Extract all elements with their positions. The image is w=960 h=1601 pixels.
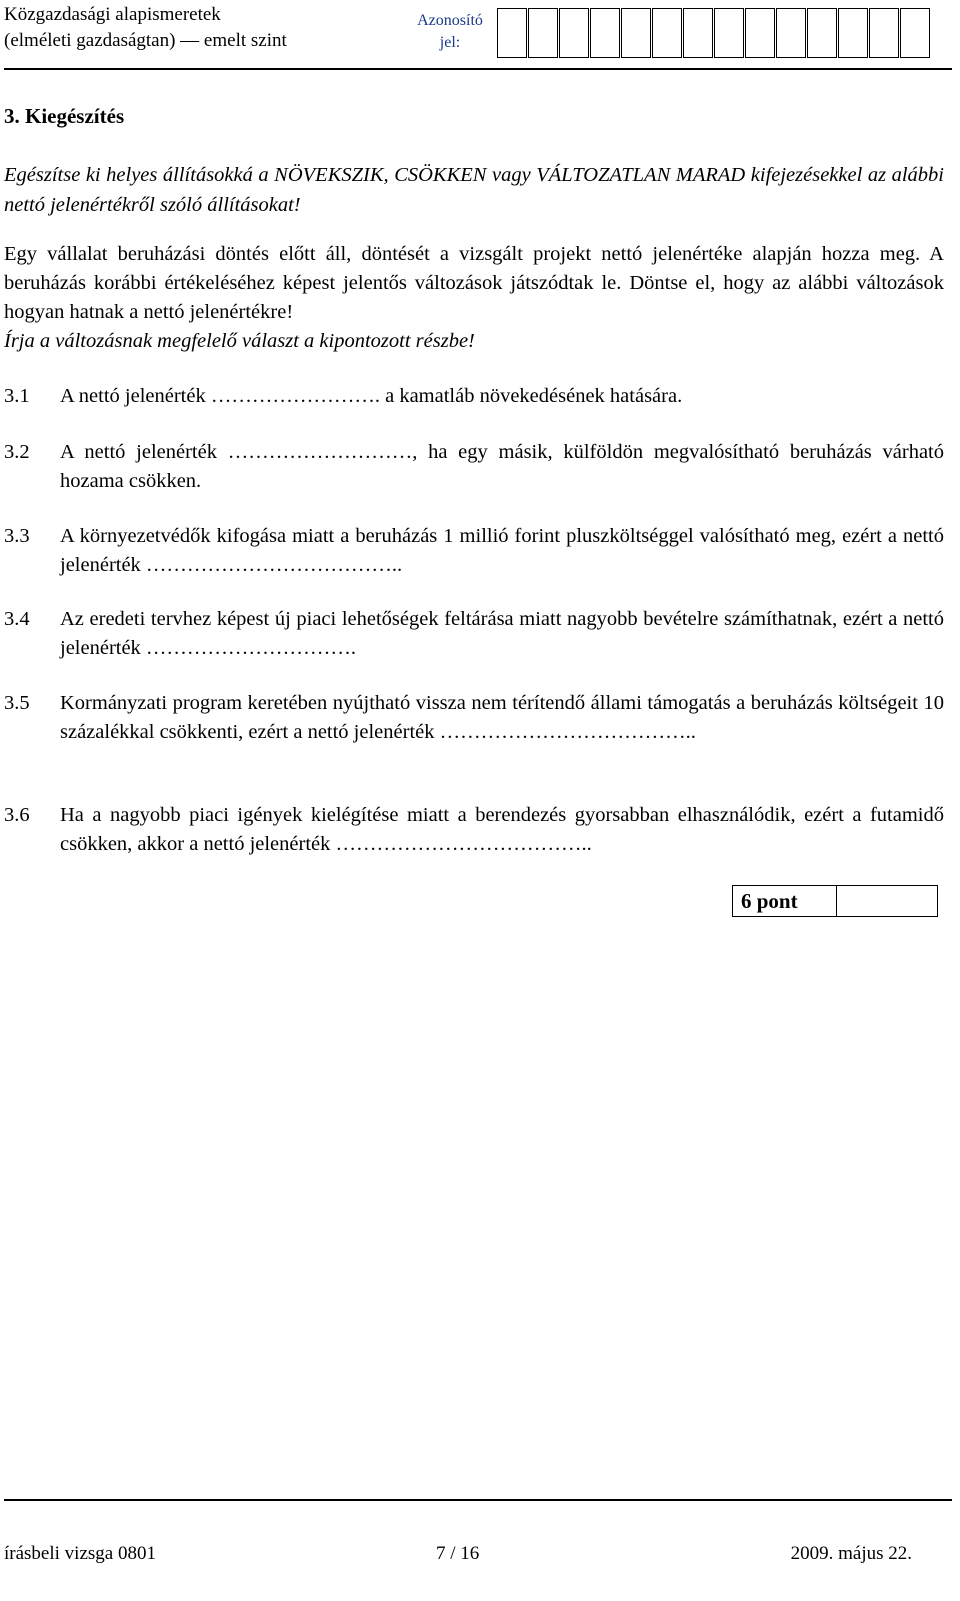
question-item — [4, 801, 944, 859]
id-box[interactable] — [683, 8, 713, 58]
question-text[interactable]: A nettó jelenérték ……………………. a kamatláb növekedésének hatására. — [60, 385, 683, 407]
id-box[interactable] — [714, 8, 744, 58]
id-box[interactable] — [590, 8, 620, 58]
id-box[interactable] — [745, 8, 775, 58]
question-number: 3.6 — [4, 804, 30, 826]
id-box[interactable] — [900, 8, 930, 58]
footer-divider — [4, 1499, 952, 1501]
id-label-line-1: Azonosító — [417, 12, 483, 29]
question-text[interactable]: A nettó jelenérték ………………………, ha egy másik, külföldön megvalósítható beruházás várható hozama csökken. — [60, 441, 944, 492]
id-label — [410, 10, 490, 54]
id-box[interactable] — [528, 8, 558, 58]
subject-title — [4, 2, 287, 54]
score-label: 6 pont — [733, 886, 837, 916]
question-item — [4, 689, 944, 747]
exam-date: 2009. május 22. — [790, 1543, 912, 1564]
id-box[interactable] — [807, 8, 837, 58]
question-text[interactable]: Az eredeti tervhez képest új piaci lehetőségek feltárása miatt nagyobb bevételre számíthatnak, ezért a nettó jelenérték …………………………. — [60, 608, 944, 659]
question-number: 3.1 — [4, 385, 30, 407]
question-item — [4, 605, 944, 663]
question-number: 3.4 — [4, 608, 30, 630]
intro-body: Egy vállalat beruházási döntés előtt áll, döntését a vizsgált projekt nettó jelenértéke alapján hozza meg. A beruházás korábbi értékeléséhez képest jelentős változások játszódtak le. Döntse el, hogy az alábbi változások hogyan hatnak a nettó jelenértékre! — [4, 243, 944, 323]
question-text[interactable]: A környezetvédők kifogása miatt a beruházás 1 millió forint pluszköltséggel valósítható meg, ezért a nettó jelenérték ……………………………….. — [60, 525, 944, 576]
page-header — [0, 0, 960, 72]
instruction-text: Egészítse ki helyes állításokká a NÖVEKSZIK, CSÖKKEN vagy VÁLTOZATLAN MARAD kifejezésekkel az alábbi nettó jelenértékről szóló állításokat! — [4, 164, 944, 216]
id-box[interactable] — [652, 8, 682, 58]
subject-line-2: (elméleti gazdaságtan) — emelt szint — [4, 30, 287, 51]
exam-code: írásbeli vizsga 0801 — [4, 1543, 156, 1564]
question-text[interactable]: Kormányzati program keretében nyújtható vissza nem térítendő állami támogatás a beruházás költségeit 10 százalékkal csökkenti, ezért a nettó jelenérték ……………………………….. — [60, 692, 944, 743]
subject-line-1: Közgazdasági alapismeretek — [4, 4, 221, 25]
question-number: 3.2 — [4, 441, 30, 463]
question-number: 3.5 — [4, 692, 30, 714]
id-box[interactable] — [838, 8, 868, 58]
id-box[interactable] — [497, 8, 527, 58]
question-item — [4, 522, 944, 580]
id-box[interactable] — [621, 8, 651, 58]
intro-italic: Írja a változásnak megfelelő választ a kipontozott részbe! — [4, 330, 475, 352]
id-label-line-2: jel: — [439, 34, 461, 51]
question-text[interactable]: Ha a nagyobb piaci igények kielégítése miatt a berendezés gyorsabban elhasználódik, ezért a futamidő csökken, akkor a nettó jelenérték ……………………………….. — [60, 804, 944, 855]
page-number: 7 / 16 — [436, 1543, 480, 1564]
intro-text — [4, 240, 944, 356]
id-boxes — [497, 8, 931, 58]
score-entry[interactable] — [837, 886, 937, 916]
question-item — [4, 438, 944, 496]
question-number: 3.3 — [4, 525, 30, 547]
question-item — [4, 382, 944, 411]
section-title: 3. Kiegészítés — [4, 104, 125, 128]
id-box[interactable] — [559, 8, 589, 58]
id-box[interactable] — [776, 8, 806, 58]
id-box[interactable] — [869, 8, 899, 58]
header-divider — [4, 68, 952, 70]
score-box — [732, 885, 938, 917]
